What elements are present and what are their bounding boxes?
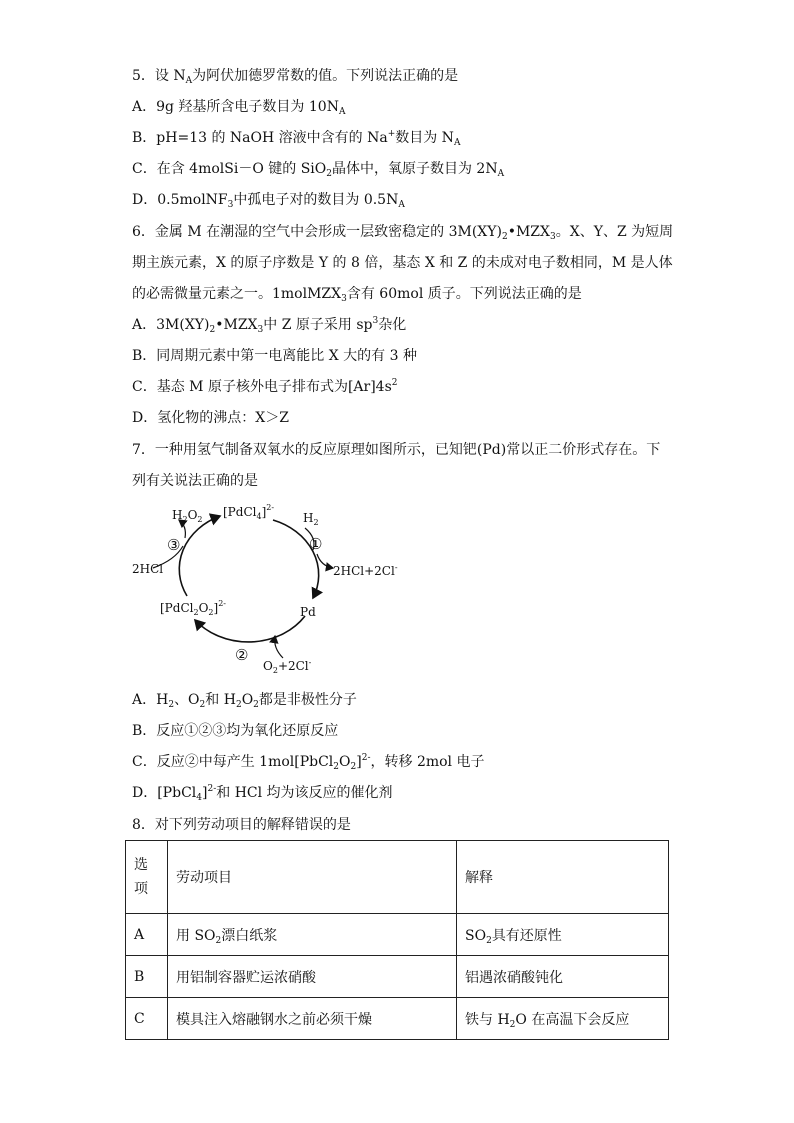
q5-option-a: A．9g 羟基所含电子数目为 $10N_A$	[132, 99, 346, 117]
label-2hcl: 2HCl	[132, 562, 164, 576]
q6-option-c: C．基态 M 原子核外电子排布式为$[Ar]4s^2$	[132, 378, 398, 395]
label-step3: ③	[167, 536, 181, 554]
cycle-arc-step2	[195, 616, 305, 642]
q5-stem: 5．设 $N_A$为阿伏加德罗常数的值。下列说法正确的是	[132, 68, 459, 86]
row-item: 用 $SO_2$漂白纸浆	[168, 914, 457, 956]
q6-option-d: D．氢化物的沸点：X＞Z	[132, 410, 289, 426]
label-h2o2: $H_2O_2$	[172, 508, 203, 524]
row-explain: $SO_2$具有还原性	[457, 914, 669, 956]
cycle-arc-step3	[179, 516, 220, 596]
label-step1: ①	[309, 535, 323, 553]
label-pdcl2o2: $[PdCl_2O_2]^{2-}$	[160, 599, 226, 617]
product-output-arrow	[317, 554, 333, 568]
label-step2: ②	[235, 646, 249, 664]
q8-stem: 8．对下列劳动项目的解释错误的是	[132, 817, 351, 833]
row-item: 模具注入熔融钢水之前必须干燥	[168, 998, 457, 1040]
q5-option-c: C．在含 4molSi－O 键的 SiO$_2$晶体中，氧原子数目为 $2N_A$	[132, 161, 505, 179]
q6-option-b: B．同周期元素中第一电离能比 X 大的有 3 种	[132, 348, 417, 364]
q7-option-c: C．反应②中每产生 $1mol[PbCl_2O_2]^{2-}$，转移 2mol 电子	[132, 753, 485, 772]
q7-option-d: D．[PbCl$_4$]$^{2-}$和 HCl 均为该反应的催化剂	[132, 784, 393, 803]
reaction-cycle-diagram	[125, 498, 405, 678]
label-pdcl4: [PdCl$_4$]$^{2-}$	[223, 503, 275, 521]
q8-table	[125, 840, 669, 1040]
row-option: C	[126, 998, 168, 1040]
header-explain: 解释	[457, 841, 669, 914]
q7-option-a: A．$H_2$、$O_2$和 $H_2O_2$都是非极性分子	[132, 692, 357, 710]
row-option: A	[126, 914, 168, 956]
q6-stem-line1: 6．金属 M 在潮湿的空气中会形成一层致密稳定的 $3M(XY)_2•MZX_3$。X、Y、Z 为短周	[132, 224, 674, 242]
header-item: 劳动项目	[168, 841, 457, 914]
row-explain: 铝遇浓硝酸钝化	[457, 956, 669, 998]
q6-stem-line2: 期主族元素，X 的原子序数是 Y 的 8 倍，基态 X 和 Z 的未成对电子数相同，M 是人体	[132, 255, 673, 271]
header-option: 选项	[126, 841, 168, 914]
q5-option-d: D．0.5molNF$_3$中孤电子对的数目为 $0.5N_A$	[132, 192, 405, 210]
table-row	[126, 998, 669, 1040]
row-explain: 铁与 $H_2O$ 在高温下会反应	[457, 998, 669, 1040]
label-o2: $O_2+2Cl^-$	[263, 658, 312, 675]
q6-option-a: A．$3M(XY)_2•MZX_3$中 Z 原子采用 $sp^3$杂化	[132, 316, 407, 335]
cycle-arc-step1	[273, 520, 319, 598]
table-row	[126, 956, 669, 998]
q7-stem-line2: 列有关说法正确的是	[132, 473, 258, 489]
row-option: B	[126, 956, 168, 998]
q7-option-b: B．反应①②③均为氧化还原反应	[132, 723, 339, 739]
table-header-row	[126, 841, 669, 914]
row-item: 用铝制容器贮运浓硝酸	[168, 956, 457, 998]
q7-stem-line1: 7．一种用氢气制备双氧水的反应原理如图所示，已知钯(Pd)常以正二价形式存在。下	[132, 442, 661, 458]
table-row	[126, 914, 669, 956]
o2-input-arrow	[275, 636, 283, 658]
q5-option-b: B．pH=13 的 NaOH 溶液中含有的 Na+数目为 $N_A$	[132, 129, 461, 148]
q6-stem-line3: 的必需微量元素之一。1molMZX$_3$含有 60mol 质子。下列说法正确的是	[132, 286, 582, 304]
label-pd: Pd	[300, 605, 316, 619]
label-product1: 2HCl+2Cl-	[333, 563, 398, 578]
label-h2: $H_2$	[303, 511, 319, 527]
